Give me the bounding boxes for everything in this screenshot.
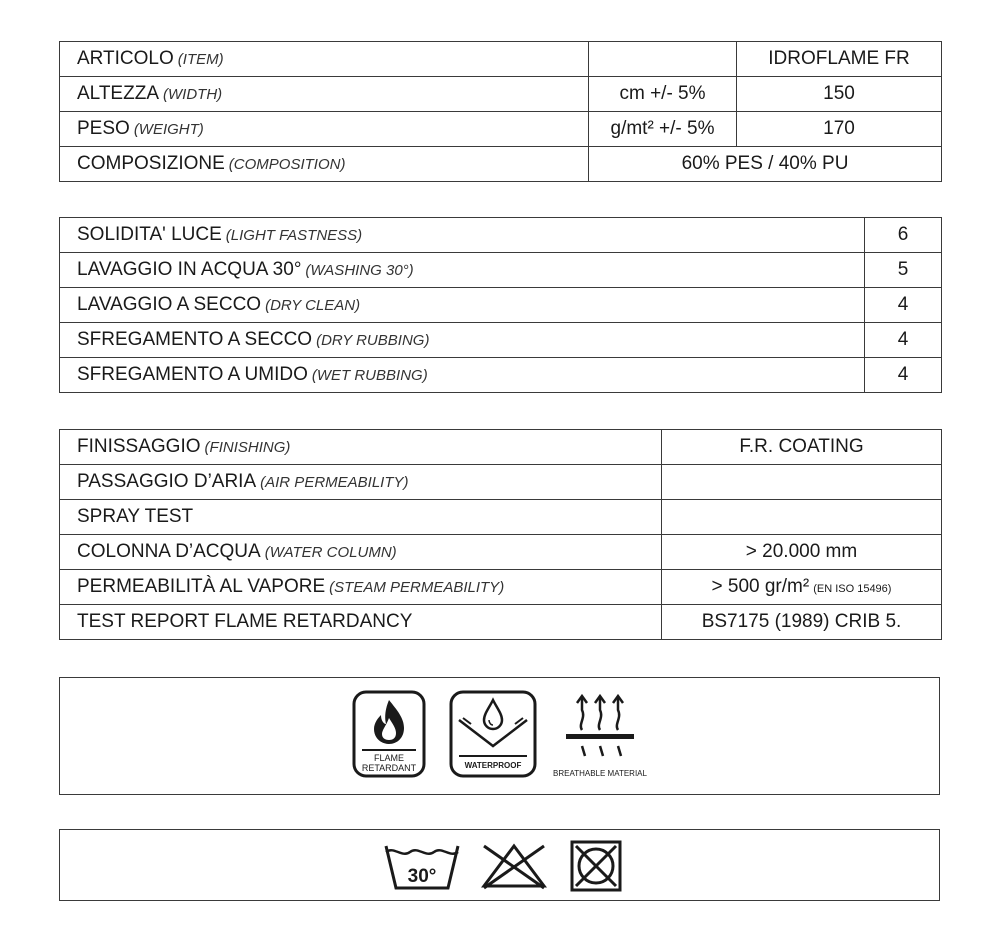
row-value: 4 — [865, 358, 942, 393]
table-row — [60, 253, 942, 288]
svg-text:30°: 30° — [407, 866, 437, 887]
waterproof-icon — [449, 690, 537, 780]
row-value — [662, 500, 942, 535]
composition-value: 60% PES / 40% PU — [589, 147, 942, 182]
row-label: LAVAGGIO IN ACQUA 30° (WASHING 30°) — [60, 253, 865, 288]
row-value: 170 — [737, 112, 942, 147]
row-unit — [589, 42, 737, 77]
row-label: ALTEZZA (WIDTH) — [60, 77, 589, 112]
care-box — [59, 829, 940, 901]
row-label: PERMEABILITÀ AL VAPORE (STEAM PERMEABILITY) — [60, 570, 662, 605]
table-row — [60, 42, 942, 77]
row-label: PESO (WEIGHT) — [60, 112, 589, 147]
table-row — [60, 218, 942, 253]
table-row — [60, 605, 942, 640]
row-label: LAVAGGIO A SECCO (DRY CLEAN) — [60, 288, 865, 323]
table-row — [60, 288, 942, 323]
row-label: ARTICOLO (ITEM) — [60, 42, 589, 77]
row-label: SPRAY TEST — [60, 500, 662, 535]
table-row — [60, 147, 942, 182]
table-row — [60, 570, 942, 605]
row-value: 6 — [865, 218, 942, 253]
row-label: SFREGAMENTO A UMIDO (WET RUBBING) — [60, 358, 865, 393]
row-value: 4 — [865, 323, 942, 358]
row-unit: g/mt² +/- 5% — [589, 112, 737, 147]
table-row — [60, 500, 942, 535]
svg-text:FLAME: FLAME — [373, 753, 405, 763]
article-name: IDROFLAME FR — [737, 42, 942, 77]
table-row — [60, 112, 942, 147]
row-value: > 500 gr/m² (EN ISO 15496) — [662, 570, 942, 605]
table-row — [60, 358, 942, 393]
spec-table-general — [59, 41, 942, 182]
svg-text:WATERPROOF: WATERPROOF — [464, 761, 522, 770]
row-label: COMPOSIZIONE (COMPOSITION) — [60, 147, 589, 182]
row-label: FINISSAGGIO (FINISHING) — [60, 430, 662, 465]
svg-text:RETARDANT: RETARDANT — [361, 763, 417, 773]
row-value: 4 — [865, 288, 942, 323]
row-unit: cm +/- 5% — [589, 77, 737, 112]
table-row — [60, 77, 942, 112]
no-bleach-icon — [478, 840, 550, 892]
no-tumble-dry-icon — [568, 838, 624, 894]
spec-table-performance — [59, 429, 942, 640]
spec-table-fastness — [59, 217, 942, 393]
row-label: TEST REPORT FLAME RETARDANCY — [60, 605, 662, 640]
table-row — [60, 323, 942, 358]
row-value: 5 — [865, 253, 942, 288]
table-row — [60, 535, 942, 570]
row-value — [662, 465, 942, 500]
wash-30-icon — [382, 840, 462, 892]
flame-retardant-icon — [352, 690, 426, 780]
features-box — [59, 677, 940, 795]
table-row — [60, 430, 942, 465]
row-value: BS7175 (1989) CRIB 5. — [662, 605, 942, 640]
row-label: SOLIDITA' LUCE (LIGHT FASTNESS) — [60, 218, 865, 253]
row-value: > 20.000 mm — [662, 535, 942, 570]
row-label: COLONNA D’ACQUA (WATER COLUMN) — [60, 535, 662, 570]
row-value: F.R. COATING — [662, 430, 942, 465]
svg-text:BREATHABLE MATERIAL: BREATHABLE MATERIAL — [553, 769, 647, 778]
row-label: PASSAGGIO D’ARIA (AIR PERMEABILITY) — [60, 465, 662, 500]
row-label: SFREGAMENTO A SECCO (DRY RUBBING) — [60, 323, 865, 358]
table-row — [60, 465, 942, 500]
row-value: 150 — [737, 77, 942, 112]
breathable-icon — [552, 690, 662, 780]
